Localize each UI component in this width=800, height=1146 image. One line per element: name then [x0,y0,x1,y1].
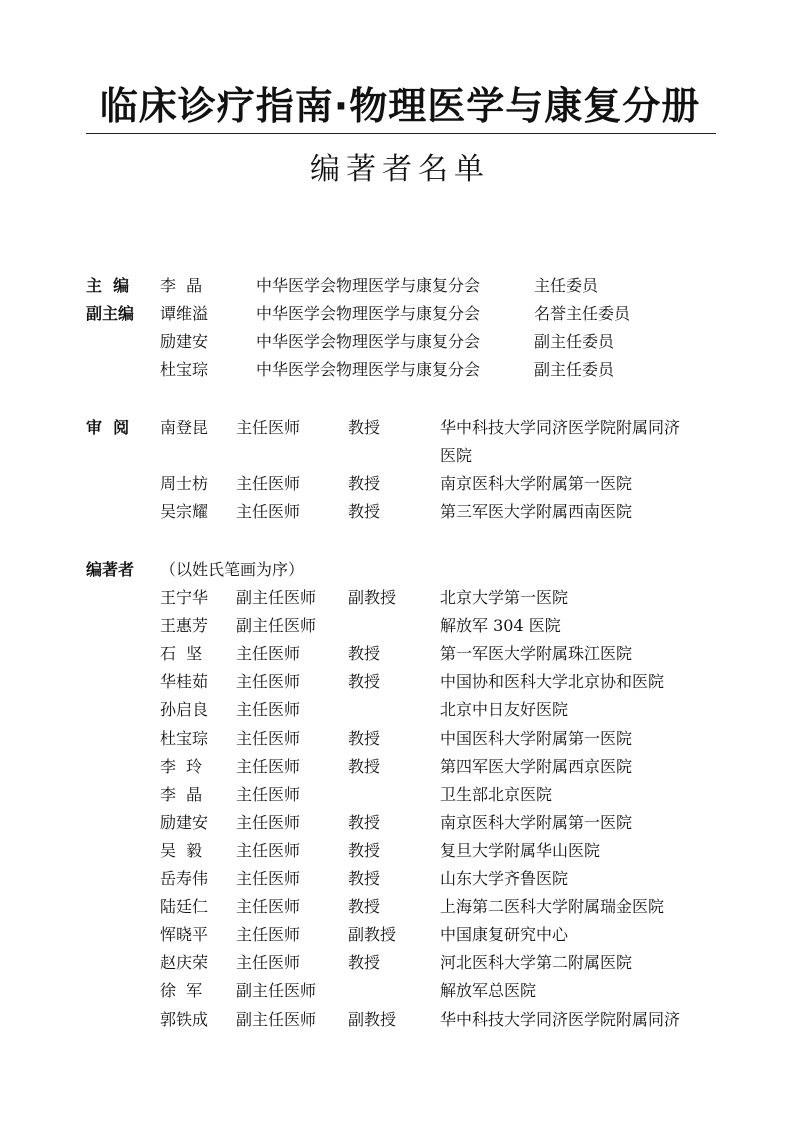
author-row [0,781,800,809]
editor-name: 李 晶 [160,276,203,295]
author-unit: 上海第二医科大学附属瑞金医院 [440,897,665,917]
author-unit: 河北医科大学第二附属医院 [440,953,633,973]
editor-role: 副主任委员 [534,360,615,379]
author-row [0,921,800,949]
reviewer-row [0,414,800,442]
author-name: 石 坚 [160,644,203,664]
author-name: 励建安 [160,812,209,832]
author-rank: 副教授 [348,925,397,945]
author-unit: 中国协和医科大学北京协和医院 [440,672,665,692]
author-title: 主任医师 [236,784,301,804]
author-name: 李 晶 [160,784,203,804]
author-row [0,865,800,893]
author-title: 主任医师 [236,869,301,888]
author-name: 孙启良 [160,700,209,720]
author-title: 主任医师 [236,840,301,860]
editor-name: 杜宝琮 [160,360,209,379]
reviewer-unit-continued: 医院 [440,446,473,465]
author-name: 吴 毅 [160,840,203,860]
author-title: 主任医师 [236,925,301,945]
reviewer-unit: 南京医科大学附属第一医院 [440,474,633,493]
author-unit: 解放军 304 医院 [440,616,561,636]
author-row [0,949,800,977]
author-name: 恽晓平 [160,925,209,945]
author-name: 华桂茹 [160,672,209,692]
editor-role: 副主任委员 [534,332,615,351]
author-title: 主任医师 [236,812,301,832]
author-name: 李 玲 [160,756,203,776]
author-row [0,696,800,724]
author-rank: 教授 [348,897,381,917]
reviewer-rank: 教授 [348,502,381,521]
author-title: 副主任医师 [236,616,317,636]
editor-org: 中华医学会物理医学与康复分会 [256,332,481,351]
author-row [0,837,800,865]
author-title: 副主任医师 [236,588,317,607]
author-unit: 中国医科大学附属第一医院 [440,728,633,748]
section-label-reviewers: 审 阅 [86,418,130,437]
author-row [0,640,800,668]
author-row [0,612,800,640]
reviewer-name: 南登昆 [160,418,209,437]
section-label-chief-editor: 主 编 [86,276,130,295]
author-unit: 北京中日友好医院 [440,700,569,720]
authors-order-note: （以姓氏笔画为序） [160,560,305,579]
reviewer-title: 主任医师 [236,418,301,437]
author-title: 主任医师 [236,953,301,973]
section-label-authors: 编著者 [86,560,135,579]
title-divider [86,133,716,134]
editor-name: 励建安 [160,332,209,351]
author-unit: 第四军医大学附属西京医院 [440,756,633,776]
author-row [0,668,800,696]
author-row [0,725,800,753]
author-name: 王宁华 [160,588,209,607]
author-rank: 教授 [348,953,381,973]
author-row [0,584,800,612]
author-unit: 中国康复研究中心 [440,925,569,945]
author-unit: 复旦大学附属华山医院 [440,840,601,860]
author-name: 陆廷仁 [160,897,209,917]
reviewer-unit: 第三军医大学附属西南医院 [440,502,633,521]
author-rank: 教授 [348,728,381,748]
author-title: 主任医师 [236,756,301,776]
reviewer-title: 主任医师 [236,502,301,521]
reviewer-rank: 教授 [348,418,381,437]
editor-row [0,328,800,356]
section-label-deputy-editor: 副主编 [86,304,135,323]
author-title: 主任医师 [236,728,301,748]
author-unit: 山东大学齐鲁医院 [440,869,569,888]
page-title: 临床诊疗指南·物理医学与康复分册 [99,84,701,128]
author-rank: 教授 [348,812,381,832]
author-unit: 华中科技大学同济医学院附属同济 [440,1009,681,1029]
editor-row [0,272,800,300]
author-unit: 第一军医大学附属珠江医院 [440,644,633,664]
author-rank: 副教授 [348,588,397,607]
author-rank: 副教授 [348,1009,397,1029]
authors-header-row [0,556,800,584]
author-row [0,977,800,1005]
editor-org: 中华医学会物理医学与康复分会 [256,276,481,295]
author-unit: 解放军总医院 [440,981,537,1001]
editor-row [0,356,800,384]
editor-role: 名誉主任委员 [534,304,631,323]
reviewer-title: 主任医师 [236,474,301,493]
author-title: 主任医师 [236,644,301,664]
author-row [0,809,800,837]
page-subtitle: 编著者名单 [310,152,490,187]
reviewer-row-continued [0,442,800,470]
author-title: 主任医师 [236,672,301,692]
author-row [0,1006,800,1034]
reviewer-row [0,470,800,498]
author-name: 王惠芳 [160,616,209,636]
author-name: 杜宝琮 [160,728,209,748]
author-name: 郭铁成 [160,1009,209,1029]
author-title: 副主任医师 [236,981,317,1001]
author-name: 赵庆荣 [160,953,209,973]
author-unit: 卫生部北京医院 [440,784,553,804]
author-row [0,753,800,781]
author-rank: 教授 [348,869,381,888]
author-row [0,893,800,921]
author-title: 副主任医师 [236,1009,317,1029]
author-name: 岳寿伟 [160,869,209,888]
editor-org: 中华医学会物理医学与康复分会 [256,304,481,323]
reviewer-rank: 教授 [348,474,381,493]
editor-org: 中华医学会物理医学与康复分会 [256,360,481,379]
editor-role: 主任委员 [534,276,599,295]
author-title: 主任医师 [236,700,301,720]
reviewer-unit: 华中科技大学同济医学院附属同济 [440,418,681,437]
editor-row [0,300,800,328]
author-rank: 教授 [348,672,381,692]
reviewer-name: 周士枋 [160,474,209,493]
reviewer-name: 吴宗耀 [160,502,209,521]
author-rank: 教授 [348,644,381,664]
author-name: 徐 军 [160,981,203,1001]
author-rank: 教授 [348,840,381,860]
author-rank: 教授 [348,756,381,776]
reviewer-row [0,498,800,526]
author-title: 主任医师 [236,897,301,917]
author-unit: 南京医科大学附属第一医院 [440,812,633,832]
editor-name: 谭维溢 [160,304,209,323]
author-unit: 北京大学第一医院 [440,588,569,607]
